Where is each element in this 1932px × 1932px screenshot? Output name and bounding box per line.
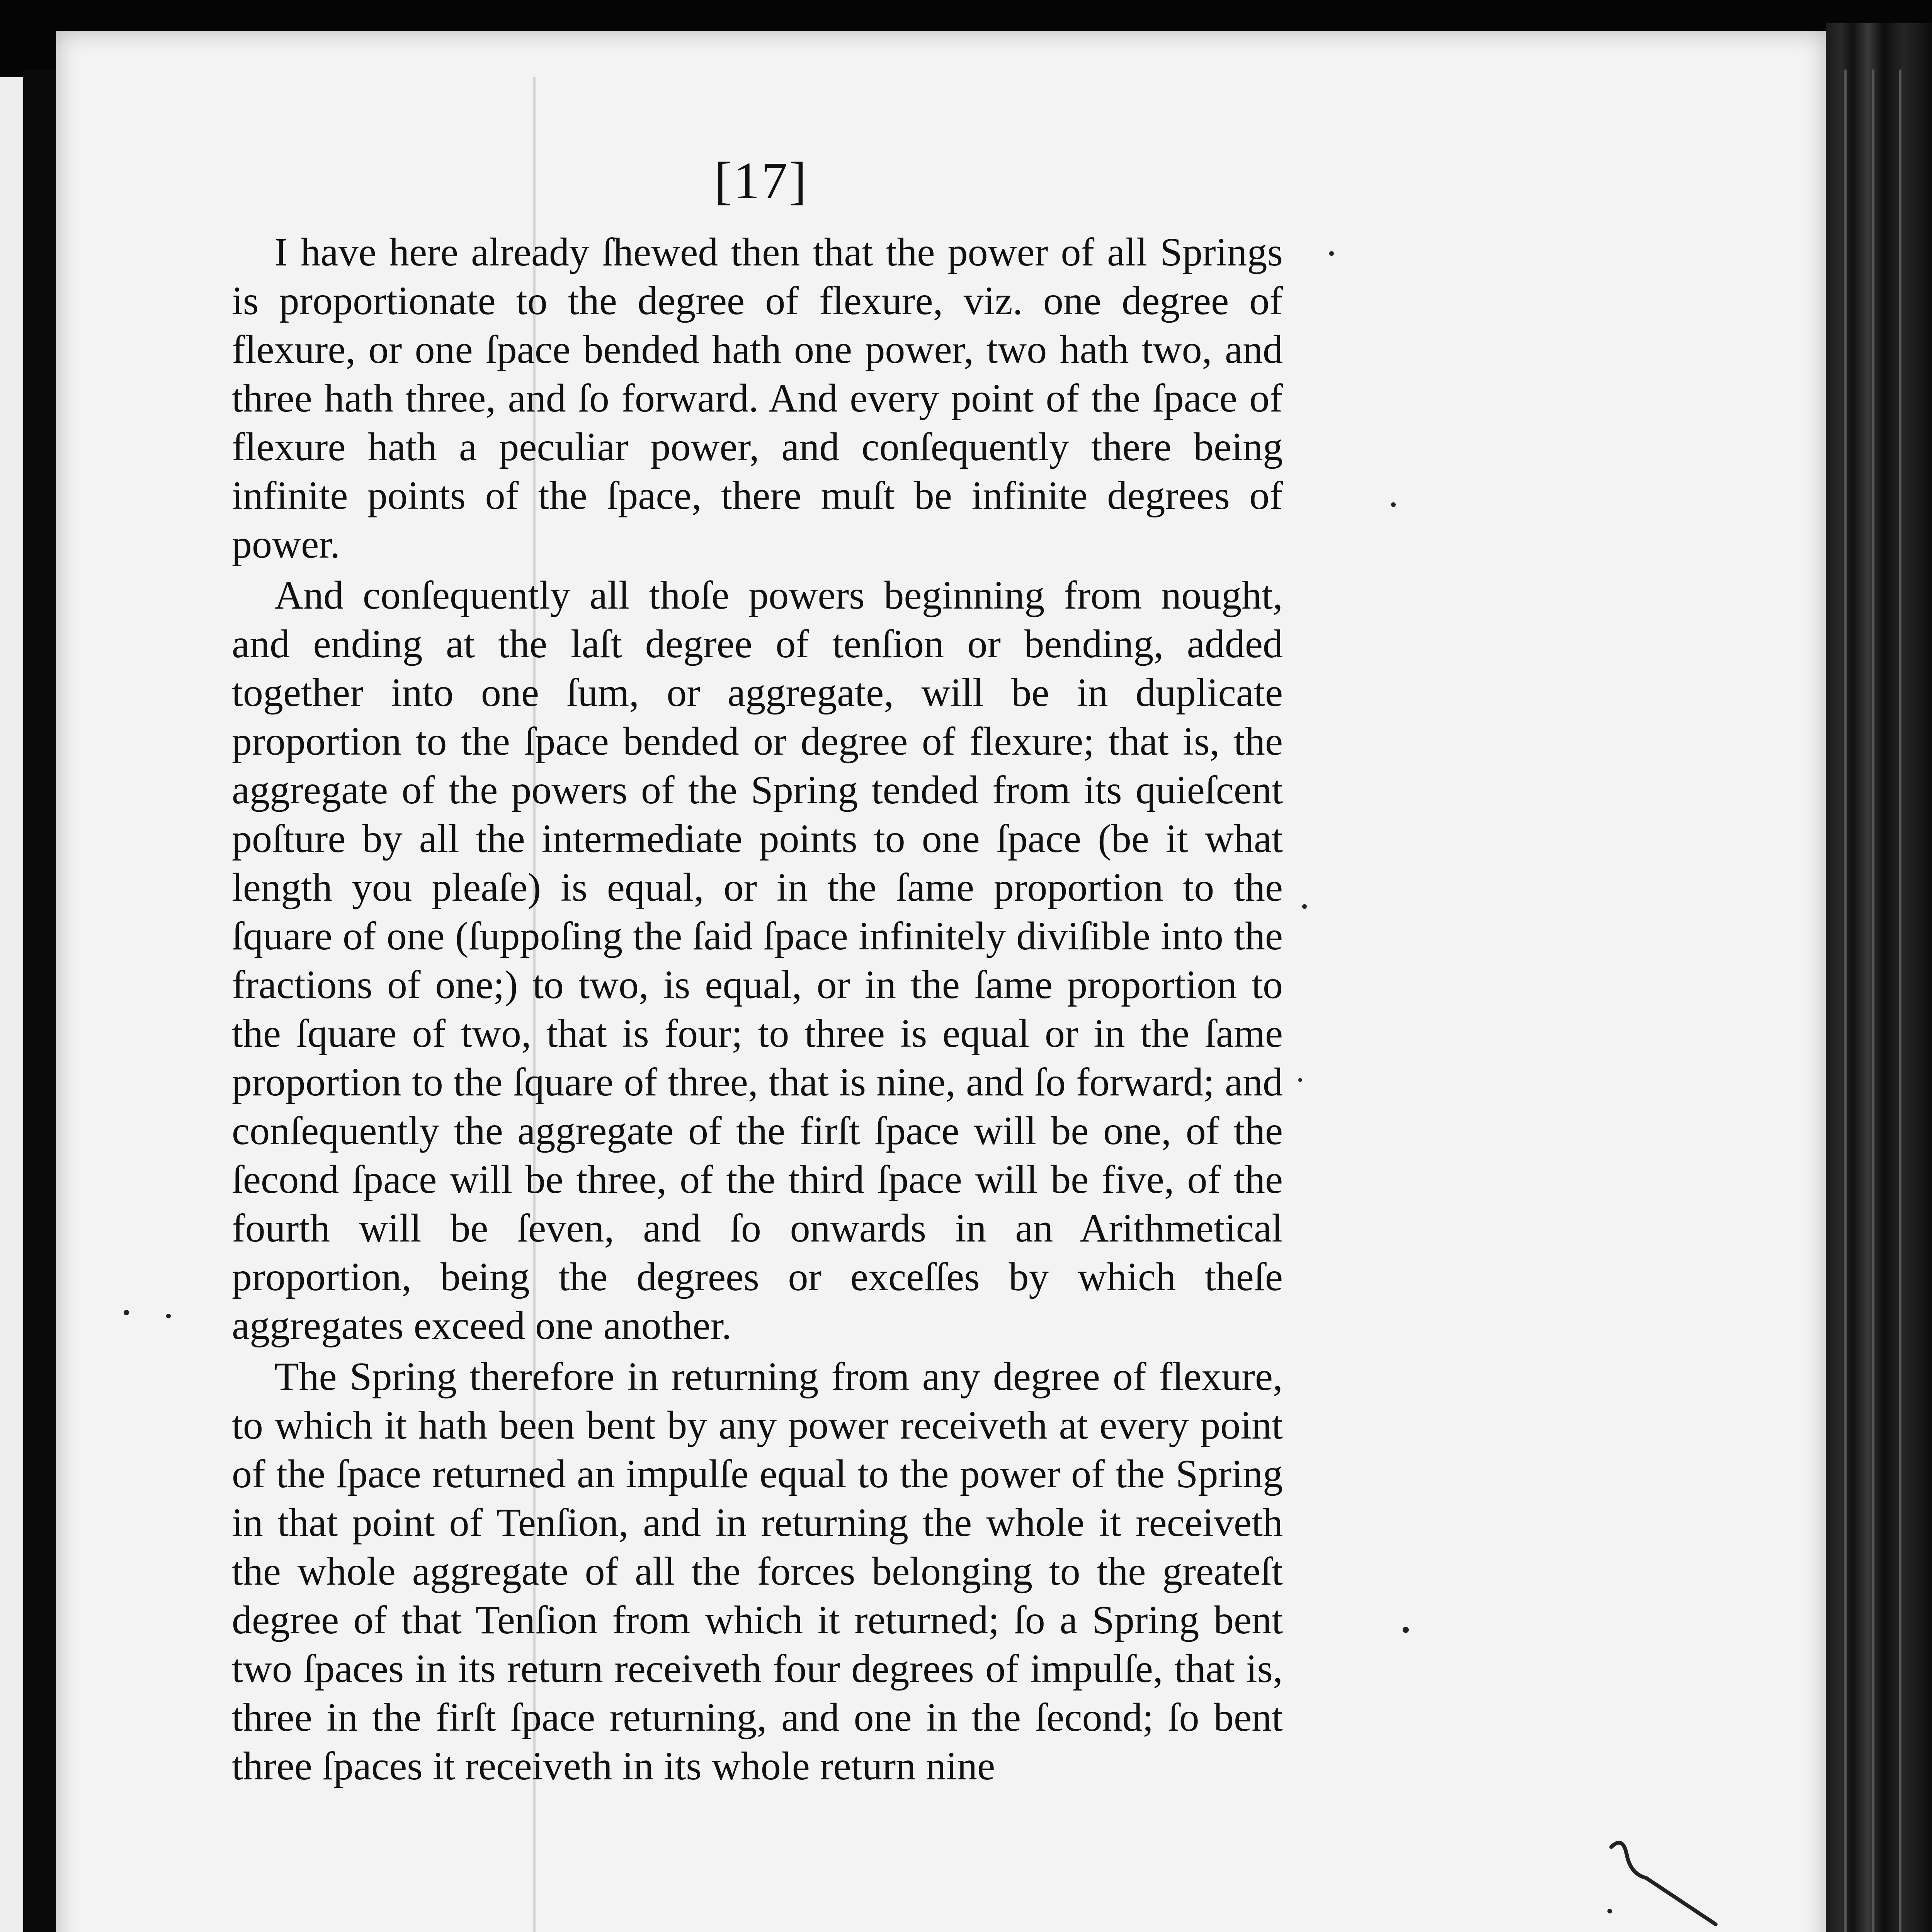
gutter-shadow bbox=[23, 70, 56, 1932]
page-edge-line bbox=[1872, 70, 1874, 1932]
speck bbox=[166, 1314, 171, 1318]
page-edge-line bbox=[1844, 70, 1847, 1932]
pen-stroke bbox=[1611, 1843, 1716, 1924]
paragraph-2: And conſequently all thoſe powers beginning from nought, and ending at the laſt degree of tenſion or bending, added together into one ſum, or aggregate, will be in duplicate proportion to the ſpace bended or degree of flexure; that is, the aggregate of the powers of the Spring tended from its quieſcent poſture by all the intermediate points to one ſpace (be it what length you pleaſe) is equal, or in the ſame proportion to the ſquare of one (ſuppoſing the ſaid ſpace infinitely diviſible into the fractions of one;) to two, is equal, or in the ſame proportion to the ſquare of two, that is four; to three is equal or in the ſame proportion to the ſquare of three, that is nine, and ſo forward; and conſequently the aggregate of the firſt ſpace will be one, of the ſecond ſpace will be three, of the third ſpace will be five, of the fourth will be ſeven, and ſo onwards in an Arithmetical proportion, being the degrees or exceſſes by which theſe aggregates exceed one another. bbox=[232, 573, 1283, 1348]
pen-stroke-mark bbox=[1600, 1832, 1723, 1932]
page-number: [17] bbox=[714, 152, 808, 210]
paragraph-3: The Spring therefore in returning from any degree of flexure, to which it hath been bent by any power receiveth at every point of the ſpace returned an impulſe equal to the power of the Spring in that point of Tenſion, and in returning the whole it receiveth the whole aggregate of all the forces belonging to the greateſt degree of that Tenſion from which it returned; ſo a Spring bent two ſpaces in its return receiveth four degrees of impulſe, that is, three in the firſt ſpace returning, and one in the ſecond; ſo bent three ſpaces it receiveth in its whole return nine bbox=[232, 1354, 1283, 1788]
speck bbox=[1298, 1078, 1302, 1082]
paragraph-1: I have here already ſhewed then that the power of all Springs is proportionate to the degree of flexure, viz. one degree of flexure, or one ſpace bended hath one power, two hath two, and three hath three, and ſo forward. And every point of the ſpace of flexure hath a peculiar power, and conſequently there being infinite points of the ſpace, there muſt be infinite degrees of power. bbox=[232, 230, 1283, 566]
speck bbox=[1391, 502, 1396, 507]
speck bbox=[1403, 1627, 1409, 1633]
facing-page-edge bbox=[0, 77, 23, 1932]
speck bbox=[1302, 904, 1307, 909]
speck bbox=[1329, 251, 1334, 256]
speck bbox=[124, 1310, 129, 1315]
page-edge-line bbox=[1899, 70, 1901, 1932]
body-text bbox=[232, 228, 1283, 1791]
book-page-edges bbox=[1826, 23, 1932, 1932]
